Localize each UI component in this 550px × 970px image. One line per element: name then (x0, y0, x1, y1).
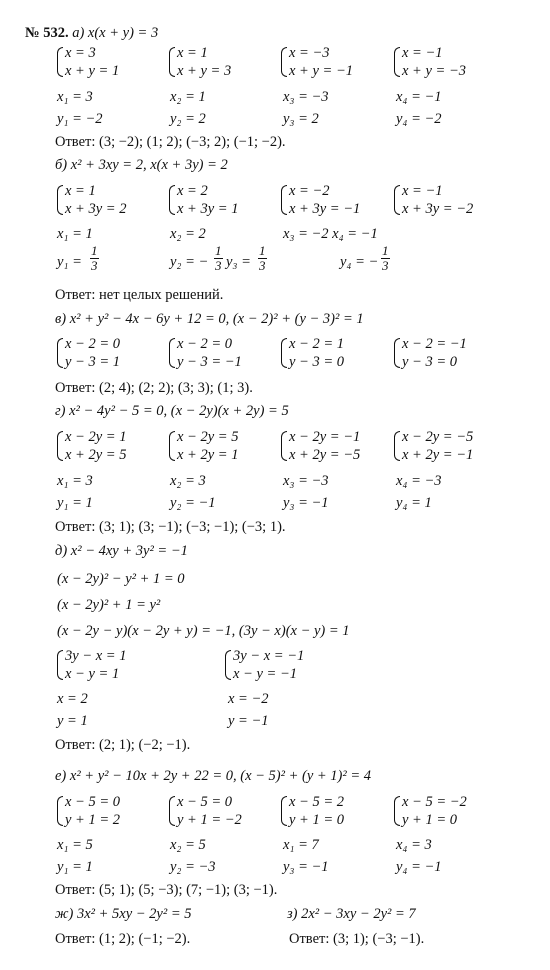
y-value: y₃ = −1 (283, 859, 329, 875)
system-line: 3y − x = −1 (233, 648, 305, 664)
y-value: y = 1 (57, 713, 88, 729)
system-line: y − 3 = 0 (289, 354, 345, 370)
system-line: x − 5 = 0 (65, 794, 121, 810)
derivation-line-3: (x − 2y − y)(x − 2y + y) = −1, (3y − x)(x − y) = 1 (57, 623, 350, 639)
x-value: x = 2 (57, 691, 88, 707)
x-value: x₁ = 3 (57, 89, 93, 105)
system-line: x = 3 (65, 45, 96, 61)
y-value: y₄ = − (340, 254, 379, 270)
system-g-2 (168, 428, 238, 464)
y-value: y₄ = −1 (396, 859, 442, 875)
numerator: 1 (259, 243, 266, 258)
system-a-2 (168, 44, 231, 80)
system-line: x + y = 3 (177, 63, 232, 79)
y-value: y = −1 (228, 713, 269, 729)
system-v-1 (56, 335, 120, 371)
system-line: x − 2y = 5 (177, 429, 239, 445)
problem-header (25, 24, 158, 42)
system-line: x − 2 = 0 (177, 336, 233, 352)
part-d-equation: д) x² − 4xy + 3y² = −1 (55, 543, 188, 559)
system-d-2 (224, 647, 304, 683)
denominator: 3 (91, 258, 98, 273)
system-line: y − 3 = −1 (177, 354, 242, 370)
system-line: x + 2y = −5 (289, 447, 361, 463)
y-value: y₁ = 1 (57, 495, 93, 511)
system-v-4 (393, 335, 467, 371)
system-line: x = 2 (177, 183, 208, 199)
system-g-4 (393, 428, 473, 464)
system-line: 3y − x = 1 (65, 648, 127, 664)
answer-v: Ответ: (2; 4); (2; 2); (3; 3); (1; 3). (55, 380, 253, 396)
system-line: x + 3y = 2 (65, 201, 127, 217)
answer-g: Ответ: (3; 1); (3; −1); (−3; −1); (−3; 1). (55, 519, 286, 535)
system-line: y − 3 = 0 (402, 354, 458, 370)
system-g-1 (56, 428, 126, 464)
y-value: y₂ = −3 (170, 859, 216, 875)
system-line: x = −1 (402, 45, 443, 61)
system-line: x + 3y = 1 (177, 201, 239, 217)
answer-b: Ответ: нет целых решений. (55, 287, 224, 303)
answer-z: Ответ: (3; 1); (−3; −1). (289, 931, 425, 947)
fraction (90, 244, 99, 273)
system-line: y + 1 = −2 (177, 812, 242, 828)
y-value: y₁ = (57, 254, 82, 270)
y-value: y₂ = − (170, 254, 209, 270)
x-value: x₄ = −1 (396, 89, 442, 105)
denominator: 3 (382, 258, 389, 273)
system-line: x − 2y = −1 (289, 429, 361, 445)
numerator: 1 (91, 243, 98, 258)
system-a-4 (393, 44, 466, 80)
x-value: x₁ = 7 (283, 837, 319, 853)
system-line: y − 3 = 1 (65, 354, 121, 370)
x-value: x₂ = 1 (170, 89, 206, 105)
system-e-4 (393, 793, 467, 829)
answer-e: Ответ: (5; 1); (5; −3); (7; −1); (3; −1). (55, 882, 278, 898)
system-line: x + 2y = 1 (177, 447, 239, 463)
system-line: x − 2y = 1 (65, 429, 127, 445)
x-value: x₃ = −3 (283, 473, 329, 489)
answer-d: Ответ: (2; 1); (−2; −1). (55, 737, 191, 753)
denominator: 3 (215, 258, 222, 273)
y-value: y₁ = −2 (57, 111, 103, 127)
y-value: y₂ = −1 (170, 495, 216, 511)
x-value: x₄ = 3 (396, 837, 432, 853)
y-value: y₂ = 2 (170, 111, 206, 127)
x-value: x₂ = 2 (170, 226, 206, 242)
system-line: x + 3y = −1 (289, 201, 361, 217)
fraction (258, 244, 267, 273)
fraction (381, 244, 390, 273)
x-value: x₃ = −2 x₄ = −1 (283, 226, 378, 242)
y-value: y₃ = 2 (283, 111, 319, 127)
system-a-1 (56, 44, 119, 80)
y-value: y₄ = −2 (396, 111, 442, 127)
system-line: x = −1 (402, 183, 443, 199)
x-value: x₁ = 1 (57, 226, 93, 242)
x-value: x₄ = −3 (396, 473, 442, 489)
system-line: x − y = −1 (233, 666, 297, 682)
system-b-4 (393, 182, 473, 218)
system-line: y + 1 = 2 (65, 812, 121, 828)
part-a-equation: а) x(x + y) = 3 (72, 25, 159, 41)
system-e-2 (168, 793, 242, 829)
system-line: x + y = 1 (65, 63, 120, 79)
system-g-3 (280, 428, 360, 464)
fraction (214, 244, 223, 273)
system-v-3 (280, 335, 344, 371)
y-value: y₃ = −1 (283, 495, 329, 511)
part-v-equation: в) x² + y² − 4x − 6y + 12 = 0, (x − 2)² + (y − 3)² = 1 (55, 311, 364, 327)
system-a-3 (280, 44, 353, 80)
denominator: 3 (259, 258, 266, 273)
system-d-1 (56, 647, 126, 683)
system-line: x = 1 (177, 45, 208, 61)
problem-number: № 532. (25, 25, 69, 41)
part-b-equation: б) x² + 3xy = 2, x(x + 3y) = 2 (55, 157, 228, 173)
y-value: y₃ = (226, 254, 251, 270)
system-line: x − 5 = −2 (402, 794, 467, 810)
system-line: x + y = −1 (289, 63, 353, 79)
x-value: x₂ = 5 (170, 837, 206, 853)
system-line: x − 5 = 0 (177, 794, 233, 810)
x-value: x₁ = 3 (57, 473, 93, 489)
system-b-2 (168, 182, 238, 218)
system-line: x − 2 = 0 (65, 336, 121, 352)
system-v-2 (168, 335, 242, 371)
x-value: x₂ = 3 (170, 473, 206, 489)
system-b-3 (280, 182, 360, 218)
derivation-line-2: (x − 2y)² + 1 = y² (57, 597, 161, 613)
system-line: x + 2y = 5 (65, 447, 127, 463)
part-zh-equation: ж) 3x² + 5xy − 2y² = 5 (55, 906, 192, 922)
system-b-1 (56, 182, 126, 218)
system-line: x = 1 (65, 183, 96, 199)
x-value: x₁ = 5 (57, 837, 93, 853)
system-line: x + 3y = −2 (402, 201, 474, 217)
system-line: x − y = 1 (65, 666, 120, 682)
numerator: 1 (382, 243, 389, 258)
part-e-equation: е) x² + y² − 10x + 2y + 22 = 0, (x − 5)² + (y + 1)² = 4 (55, 768, 372, 784)
system-line: x = −2 (289, 183, 330, 199)
system-line: x − 5 = 2 (289, 794, 345, 810)
system-e-3 (280, 793, 344, 829)
part-z-equation: з) 2x² − 3xy − 2y² = 7 (287, 906, 416, 922)
system-line: y + 1 = 0 (289, 812, 345, 828)
system-line: x − 2y = −5 (402, 429, 474, 445)
x-value: x = −2 (228, 691, 269, 707)
system-line: x + y = −3 (402, 63, 466, 79)
system-line: x = −3 (289, 45, 330, 61)
system-line: x + 2y = −1 (402, 447, 474, 463)
y-value: y₄ = 1 (396, 495, 432, 511)
system-e-1 (56, 793, 120, 829)
answer-zh: Ответ: (1; 2); (−1; −2). (55, 931, 191, 947)
x-value: x₃ = −3 (283, 89, 329, 105)
system-line: y + 1 = 0 (402, 812, 458, 828)
answer-a: Ответ: (3; −2); (1; 2); (−3; 2); (−1; −2). (55, 134, 286, 150)
part-g-equation: г) x² − 4y² − 5 = 0, (x − 2y)(x + 2y) = 5 (55, 403, 289, 419)
numerator: 1 (215, 243, 222, 258)
system-line: x − 2 = −1 (402, 336, 467, 352)
y-value: y₁ = 1 (57, 859, 93, 875)
derivation-line-1: (x − 2y)² − y² + 1 = 0 (57, 571, 185, 587)
system-line: x − 2 = 1 (289, 336, 345, 352)
